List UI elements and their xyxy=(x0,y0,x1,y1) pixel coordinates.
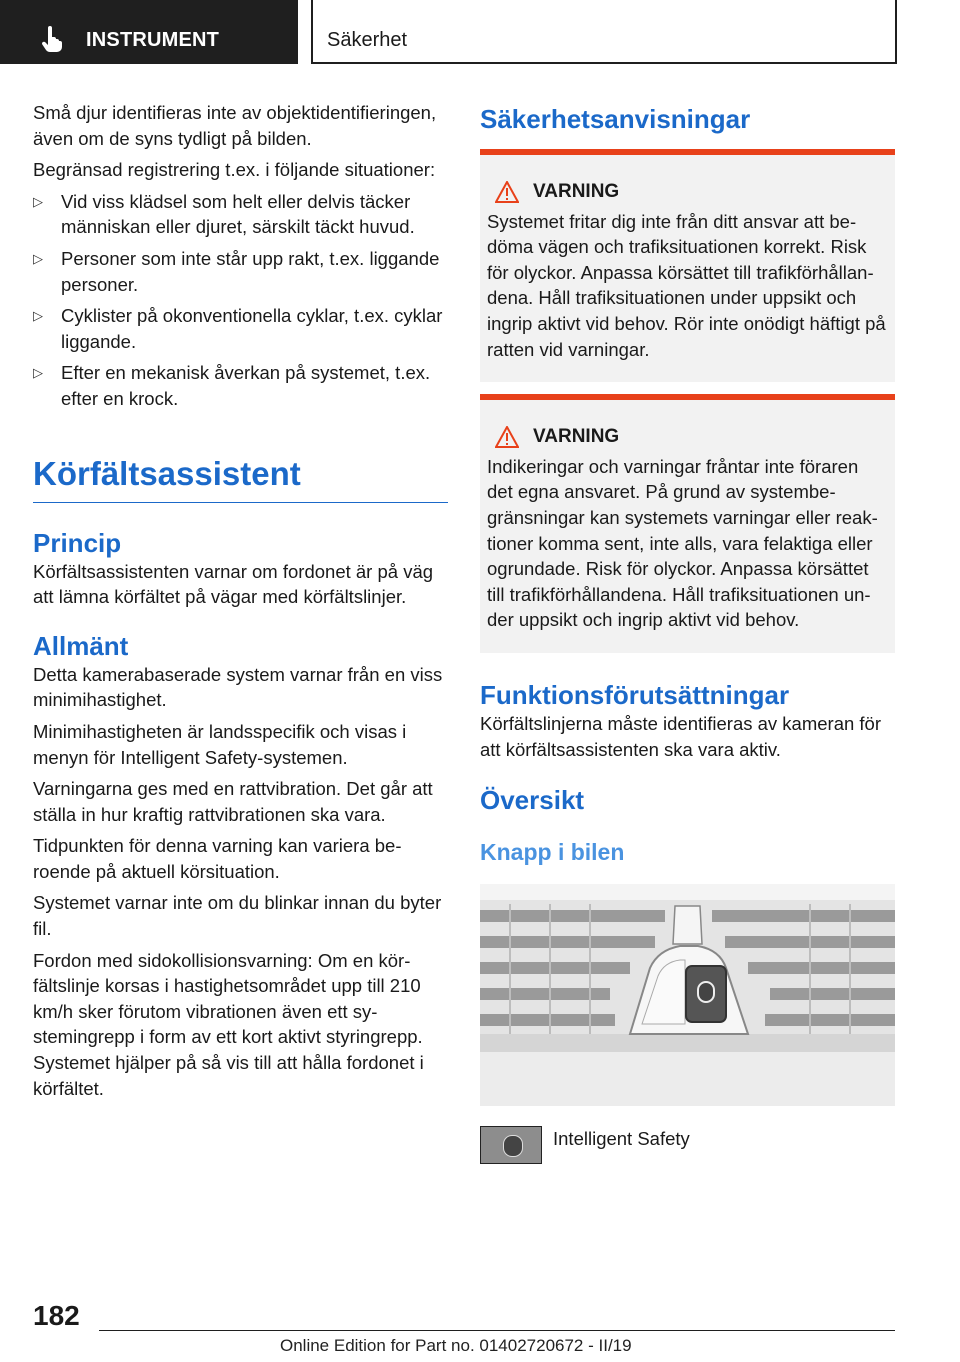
triangle-bullet-icon: ▷ xyxy=(33,308,43,324)
paragraph: Små djur identifieras inte av objektidentifieringen, även om de syns tydligt på bilden. xyxy=(33,102,437,149)
section-title-funktionsforutsattningar: Funktionsförutsättningar xyxy=(480,679,790,710)
paragraph: Tidpunkten för denna varning kan variera beroende på aktuell körsituation. xyxy=(33,835,402,882)
grille-illustration xyxy=(480,884,895,1106)
paragraph: Minimihastigheten är landsspecifik och visas i menyn för Intelligent Safety-systemen. xyxy=(33,720,407,768)
triangle-bullet-icon: ▷ xyxy=(33,193,43,209)
header-section-label: Säkerhet xyxy=(327,29,408,51)
warning-text: Indikeringar och varningar fråntar inte föraren det egna ansvaret. På grund av systembegränsningar kan systemets varningar eller reaktioner komma sent, inte alls, vara felaktiga eller ogrundade. Risk för olyckor. Anpassa körsättet till trafikförhållandena. Håll trafiksituationen under uppsikt och ingrip aktivt vid behov. xyxy=(487,455,878,631)
triangle-bullet-icon: ▷ xyxy=(33,250,43,266)
button-photo xyxy=(480,884,895,1106)
warning-box xyxy=(480,149,895,382)
paragraph: Körfältsassistenten varnar om fordonet är på väg att lämna körfältet på vägar med körfältslinjer. xyxy=(33,560,434,608)
list-item: ▷ Vid viss klädsel som helt eller delvis täcker människan eller djuret, särskilt täckt huvud. xyxy=(33,190,415,238)
subsection-title-princip: Princip xyxy=(33,527,122,558)
warning-text: Systemet fritar dig inte från ditt ansvar att bedöma vägen och trafiksituationen korrekt. Risk för olyckor. Anpassa körsättet till trafikförhållandena. Håll trafiksituationen under uppsikt och ingrip aktivt vid behov. Rör inte onödigt häftigt på ratten vid varningar. xyxy=(487,210,886,360)
section-title-oversikt: Översikt xyxy=(480,785,585,816)
warning-header xyxy=(495,179,887,205)
left-column xyxy=(33,100,448,1107)
warning-header xyxy=(495,424,887,450)
paragraph: Begränsad registrering t.ex. i följande situationer: xyxy=(33,159,436,181)
header-section-box xyxy=(311,0,897,64)
list-item: ▷ Cyklister på okonventionella cyklar, t.ex. cyklar liggande. xyxy=(33,305,443,352)
warning-label: VARNING xyxy=(533,426,620,448)
right-column xyxy=(480,100,895,1164)
bullet-list xyxy=(33,189,448,412)
button-caption: Intelligent Safety xyxy=(553,1128,690,1150)
intelligent-safety-button-icon xyxy=(480,1126,542,1164)
button-caption-row xyxy=(480,1126,895,1164)
footer-edition: Online Edition for Part no. 01402720672 - II/19 xyxy=(280,1336,632,1355)
subsection-title-knapp-i-bilen: Knapp i bilen xyxy=(480,839,625,866)
page-number: 182 xyxy=(33,1300,80,1331)
warning-triangle-icon xyxy=(495,426,519,448)
footer-rule xyxy=(99,1330,895,1331)
paragraph: Varningarna ges med en rattvibration. Det går att ställa in hur kraftig rattvibrationen ska vara. xyxy=(33,778,433,825)
section-title-sakerhetsanvisningar: Säkerhetsanvisningar xyxy=(480,104,751,134)
paragraph: Fordon med sidokollisionsvarning: Om en körfältslinje korsas i hastighetsområdet upp till 210 km/h sker förutom vibrationen även ett systemingrepp i form av ett kort aktivt styringrepp. Systemet hjälper på så vis till att hålla fordonet i körfältet. xyxy=(33,949,424,1099)
header-tab-label: INSTRUMENT xyxy=(86,29,220,51)
section-title-korfaltsassistent: Körfältsassistent xyxy=(33,454,448,503)
paragraph: Detta kamerabaserade system varnar från en viss minimihastighet. xyxy=(33,663,443,711)
header-tab xyxy=(0,0,298,64)
pointing-hand-icon xyxy=(40,26,66,52)
paragraph: Körfältslinjerna måste identifieras av kameran för att körfältsassistenten ska vara aktiv. xyxy=(480,712,882,760)
warning-triangle-icon xyxy=(495,181,519,203)
paragraph: Systemet varnar inte om du blinkar innan du byter fil. xyxy=(33,892,442,940)
list-item: ▷ Efter en mekanisk åverkan på systemet, t.ex. efter en krock. xyxy=(33,362,431,409)
warning-label: VARNING xyxy=(533,181,620,202)
warning-box xyxy=(480,394,895,653)
triangle-bullet-icon: ▷ xyxy=(33,365,43,381)
subsection-title-allmant: Allmänt xyxy=(33,630,129,661)
list-item: ▷ Personer som inte står upp rakt, t.ex. liggande personer. xyxy=(33,247,440,295)
